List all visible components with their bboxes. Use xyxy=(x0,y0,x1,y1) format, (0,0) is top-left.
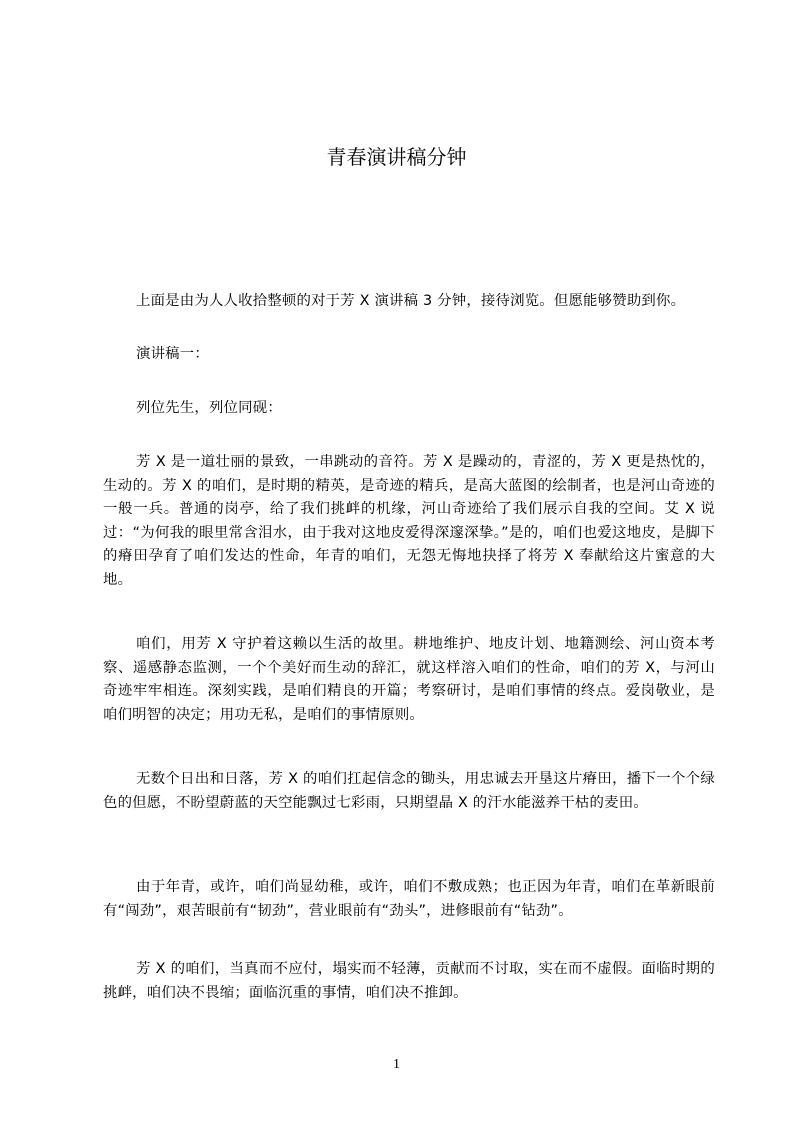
body-paragraph: 芳 X 是一道壮丽的景致，一串跳动的音符。芳 X 是躁动的，青涩的，芳 X 更是热忱的，生动的。芳 X 的咱们，是时期的精英，是奇迹的精兵，是高大蓝图的绘制者，也是河山奇迹的一般一兵。普通的岗亭，给了我们挑衅的机缘，河山奇迹给了我们展示自我的空间。艾 X 说过：“为何我的眼里常含泪水，由于我对这地皮爱得深邃深挚。”是的，咱们也爱这地皮，是脚下的瘠田孕育了咱们发达的性命，年青的咱们，无怨无悔地抉择了将芳 X 奉献给这片蜜意的大地。 xyxy=(103,454,715,588)
speech-heading: 演讲稿一： xyxy=(136,346,209,362)
body-paragraph: 无数个日出和日落，芳 X 的咱们扛起信念的锄头，用忠诚去开垦这片瘠田，播下一个个绿色的但愿，不盼望蔚蓝的天空能飘过七彩雨，只期望晶 X 的汗水能滋养干枯的麦田。 xyxy=(103,771,715,811)
page-number: 1 xyxy=(393,1057,400,1072)
body-paragraph: 由于年青，或许，咱们尚显幼稚，或许，咱们不敷成熟；也正因为年青，咱们在革新眼前有“闯劲”，艰苦眼前有“韧劲”，营业眼前有“劲头”，进修眼前有“钻劲”。 xyxy=(103,879,715,919)
intro-paragraph: 上面是由为人人收拾整顿的对于芳 X 演讲稿 3 分钟，接待浏览。但愿能够赞助到你。 xyxy=(136,293,686,309)
body-paragraph: 咱们，用芳 X 守护着这赖以生活的故里。耕地维护、地皮计划、地籍测绘、河山资本考察、遥感静态监测，一个个美好而生动的辞汇，就这样溶入咱们的性命，咱们的芳 X，与河山奇迹牢牢相连。深刻实践，是咱们精良的开篇；考察研讨，是咱们事情的终点。爱岗敬业，是咱们明智的决定；用功无私，是咱们的事情原则。 xyxy=(103,636,715,723)
document-title: 青春演讲稿分钟 xyxy=(326,145,467,169)
body-paragraph: 芳 X 的咱们，当真而不应付，塌实而不轻薄，贡献而不讨取，实在而不虚假。面临时期的挑衅，咱们决不畏缩；面临沉重的事情，咱们决不推卸。 xyxy=(103,961,715,1001)
salutation: 列位先生，列位同砚： xyxy=(136,400,282,416)
